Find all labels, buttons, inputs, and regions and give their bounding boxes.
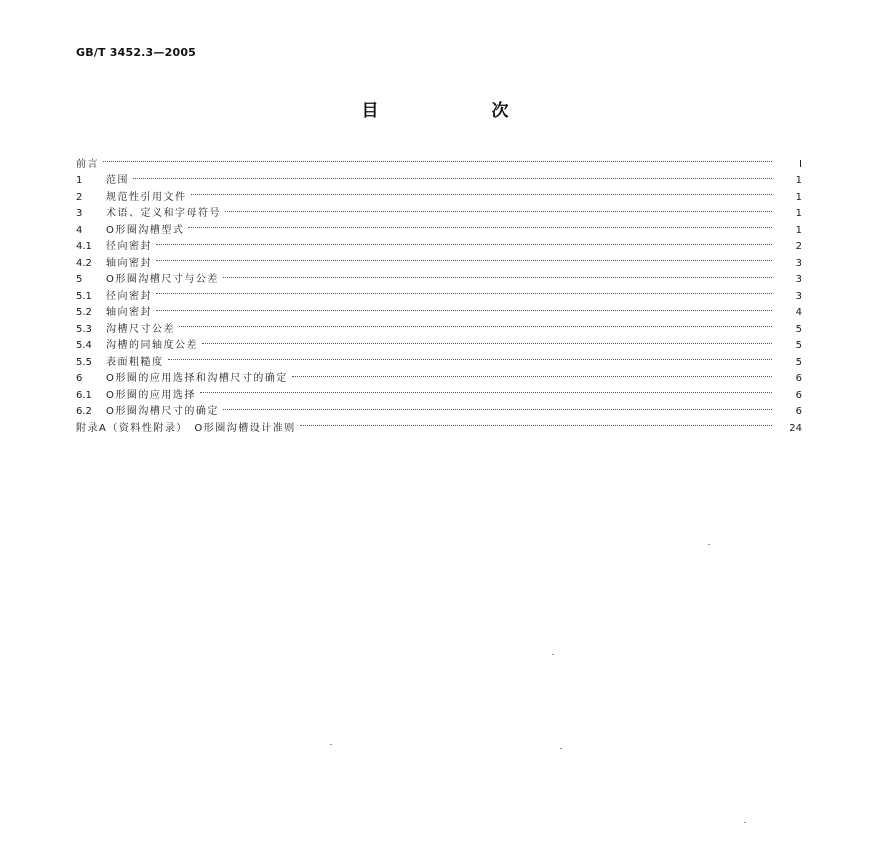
toc-entry[interactable] <box>76 150 802 170</box>
toc-entry-label: 范围 <box>106 175 129 186</box>
toc-dot-leader <box>179 315 772 332</box>
toc-entry-label: 表面粗糙度 <box>106 356 164 368</box>
toc-entry[interactable] <box>76 233 802 250</box>
scan-speck <box>560 748 562 749</box>
toc-entry-label: O形圈的应用选择 <box>106 389 196 401</box>
toc-dot-leader <box>223 266 772 283</box>
toc-dot-leader <box>300 414 772 431</box>
toc-dot-leader <box>103 150 772 167</box>
toc-entry[interactable] <box>76 332 802 349</box>
table-of-contents <box>76 150 802 434</box>
toc-entry-number: 5 <box>76 274 83 285</box>
toc-entry-page: I <box>799 158 802 170</box>
toc-dot-leader <box>200 381 772 398</box>
toc-entry-label: 前言 <box>76 158 99 170</box>
toc-entry-number: 6.1 <box>76 389 92 401</box>
toc-entry[interactable] <box>76 183 802 203</box>
toc-entry-label: 径向密封 <box>106 241 152 252</box>
toc-entry-label: 规范性引用文件 <box>106 191 187 203</box>
toc-entry-page: 1 <box>795 224 802 236</box>
toc-entry-number: 6.2 <box>76 406 92 417</box>
toc-entry-number: 1 <box>76 175 83 186</box>
toc-entry-number: 4.1 <box>76 241 92 252</box>
toc-dot-leader <box>225 200 772 217</box>
toc-entry-page: 1 <box>795 191 802 203</box>
toc-entry[interactable] <box>76 266 802 283</box>
toc-entry-page: 3 <box>795 257 802 269</box>
toc-dot-leader <box>188 216 772 233</box>
toc-dot-leader <box>133 167 772 184</box>
toc-entry-page: 3 <box>795 274 802 285</box>
toc-entry-number: 5.1 <box>76 290 92 302</box>
toc-entry[interactable] <box>76 249 802 269</box>
toc-entry-number: 3 <box>76 208 83 219</box>
toc-entry-page: 2 <box>795 241 802 252</box>
scan-speck <box>552 654 554 655</box>
toc-entry-label: 轴向密封 <box>106 307 152 318</box>
toc-entry-label: O形圈沟槽尺寸的确定 <box>106 406 219 417</box>
toc-dot-leader <box>156 282 772 299</box>
toc-dot-leader <box>156 233 772 250</box>
toc-entry-number: 5.5 <box>76 356 92 368</box>
toc-entry-number: 2 <box>76 191 83 203</box>
toc-entry-page: 5 <box>795 356 802 368</box>
toc-dot-leader <box>223 398 772 415</box>
toc-dot-leader <box>202 332 772 349</box>
toc-entry-page: 6 <box>795 389 802 401</box>
toc-entry-page: 4 <box>795 307 802 318</box>
toc-entry-label: 附录A（资料性附录） O形圈沟槽设计准则 <box>76 422 296 434</box>
toc-entry-page: 6 <box>795 406 802 417</box>
toc-entry-label: O形圈的应用选择和沟槽尺寸的确定 <box>106 373 288 384</box>
toc-entry[interactable] <box>76 348 802 368</box>
toc-dot-leader <box>156 299 772 316</box>
toc-entry-label: 径向密封 <box>106 290 152 302</box>
toc-entry-page: 5 <box>795 340 802 351</box>
toc-title: 目 次 <box>361 101 557 121</box>
toc-entry-label: 术语、定义和字母符号 <box>106 208 221 219</box>
toc-entry-page: 1 <box>795 175 802 186</box>
toc-entry[interactable] <box>76 167 802 184</box>
toc-dot-leader <box>156 249 772 266</box>
scan-speck <box>744 822 746 823</box>
scan-speck <box>330 744 332 745</box>
toc-entry-label: 轴向密封 <box>106 257 152 269</box>
toc-entry-page: 24 <box>789 422 802 434</box>
toc-entry-page: 6 <box>795 373 802 384</box>
toc-entry[interactable] <box>76 299 802 316</box>
toc-entry-number: 5.2 <box>76 307 92 318</box>
toc-entry-page: 5 <box>795 323 802 335</box>
toc-entry-number: 5.3 <box>76 323 92 335</box>
toc-entry-number: 4.2 <box>76 257 92 269</box>
toc-entry-page: 3 <box>795 290 802 302</box>
toc-entry[interactable] <box>76 282 802 302</box>
scan-speck <box>708 544 710 545</box>
toc-dot-leader <box>168 348 773 365</box>
toc-entry[interactable] <box>76 365 802 382</box>
toc-entry-label: O形圈沟槽尺寸与公差 <box>106 274 219 285</box>
toc-dot-leader <box>191 183 773 200</box>
toc-entry-label: 沟槽尺寸公差 <box>106 323 175 335</box>
toc-entry-label: O形圈沟槽型式 <box>106 224 185 236</box>
toc-entry-label: 沟槽的同轴度公差 <box>106 340 198 351</box>
standard-code: GB/T 3452.3—2005 <box>76 46 197 59</box>
toc-entry-number: 5.4 <box>76 340 92 351</box>
toc-entry-number: 6 <box>76 373 83 384</box>
toc-entry-page: 1 <box>795 208 802 219</box>
toc-entry[interactable] <box>76 315 802 335</box>
toc-dot-leader <box>292 365 772 382</box>
toc-entry-number: 4 <box>76 224 83 236</box>
